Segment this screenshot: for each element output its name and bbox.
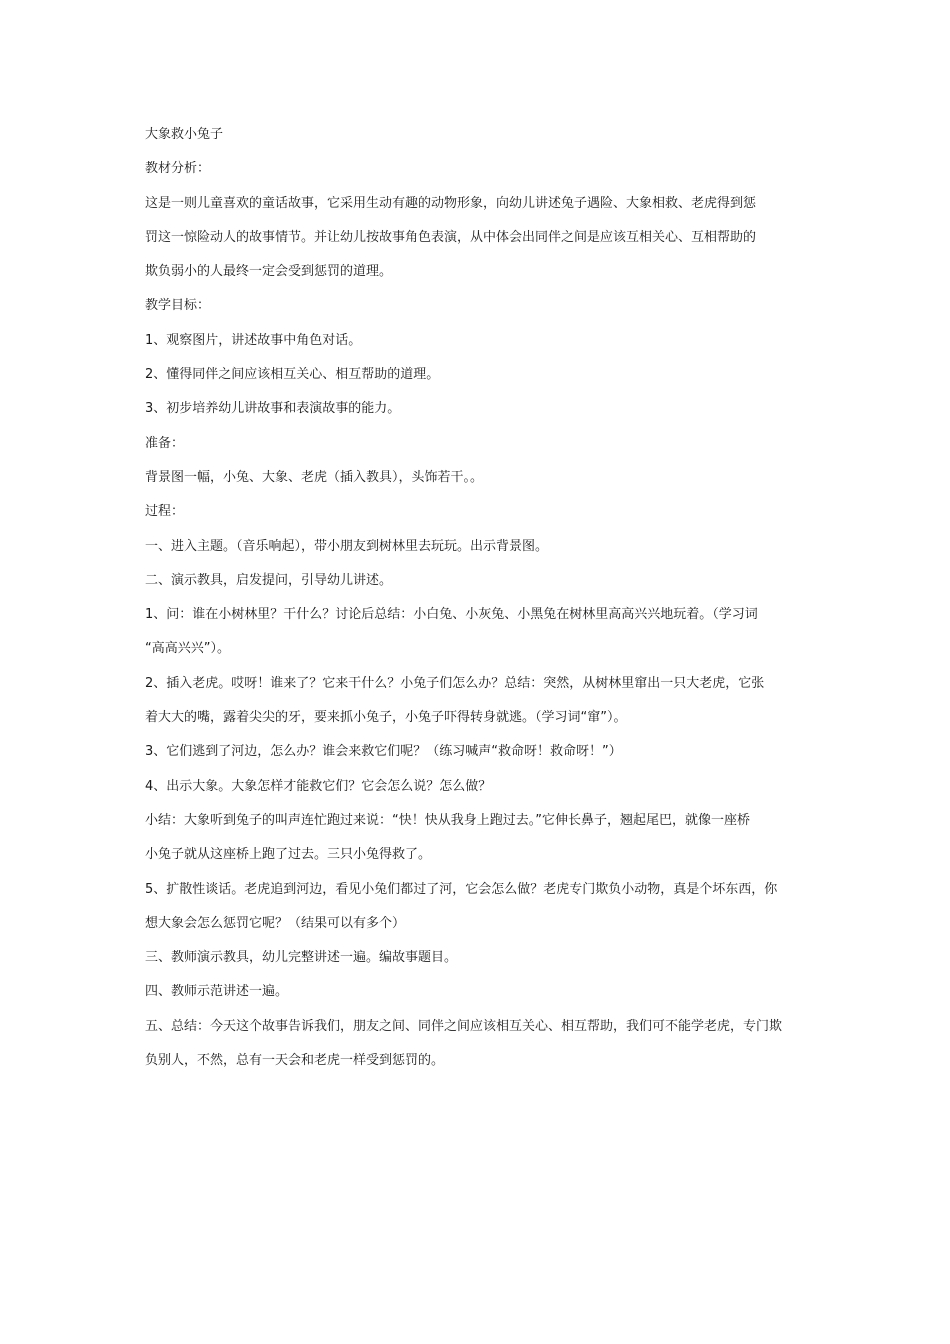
goal-item: 1、观察图片，讲述故事中角色对话。 <box>145 332 362 348</box>
process-heading: 过程： <box>145 504 185 520</box>
analysis-line: 罚这一惊险动人的故事情节。并让幼儿按故事角色表演，从中体会出同伴之间是应该互相关心、互相帮助的 <box>145 229 757 245</box>
question-line: “高高兴兴”）。 <box>145 641 230 657</box>
process-step: 一、进入主题。（音乐响起），带小朋友到树林里去玩玩。出示背景图。 <box>145 538 549 554</box>
prep-text: 背景图一幅，小兔、大象、老虎（插入教具），头饰若干。。 <box>145 469 484 485</box>
question-1 <box>145 605 810 674</box>
question-2 <box>145 674 810 743</box>
question-5 <box>145 880 810 949</box>
document-title: 大象救小兔子 <box>145 127 224 142</box>
question-line: 1、问：谁在小树林里？干什么？讨论后总结：小白兔、小灰兔、小黑兔在树林里高高兴兴地玩着。（学习词 <box>145 607 758 623</box>
process-step: 三、教师演示教具，幼儿完整讲述一遍。编故事题目。 <box>145 950 458 966</box>
prep-heading: 准备： <box>145 435 185 451</box>
analysis-line: 欺负弱小的人最终一定会受到惩罚的道理。 <box>145 264 393 280</box>
goals-heading: 教学目标： <box>145 298 211 314</box>
summary-line: 小兔子就从这座桥上跑了过去。三只小兔得救了。 <box>145 847 432 863</box>
analysis-heading: 教材分析： <box>145 161 211 177</box>
process-step: 二、演示教具，启发提问，引导幼儿讲述。 <box>145 572 393 588</box>
goal-item: 3、初步培养幼儿讲故事和表演故事的能力。 <box>145 401 401 417</box>
question-4: 4、出示大象。大象怎样才能救它们？它会怎么说？怎么做？ <box>145 778 492 794</box>
conclusion-line: 负别人，不然，总有一天会和老虎一样受到惩罚的。 <box>145 1053 445 1069</box>
question-line: 着大大的嘴，露着尖尖的牙，要来抓小兔子，小兔子吓得转身就逃。（学习词“窜”）。 <box>145 710 627 726</box>
conclusion-line: 五、总结：今天这个故事告诉我们，朋友之间、同伴之间应该相互关心、相互帮助，我们可不能学老虎，专门欺 <box>145 1018 783 1034</box>
conclusion-paragraph <box>145 1017 810 1086</box>
question-3: 3、它们逃到了河边，怎么办？谁会来救它们呢？（练习喊声“救命呀！救命呀！”） <box>145 744 622 760</box>
summary-paragraph <box>145 811 810 880</box>
process-step: 四、教师示范讲述一遍。 <box>145 984 289 1000</box>
goal-item: 2、懂得同伴之间应该相互关心、相互帮助的道理。 <box>145 367 440 383</box>
question-line: 2、插入老虎。哎呀！谁来了？它来干什么？小兔子们怎么办？总结：突然，从树林里窜出一只大老虎，它张 <box>145 675 765 691</box>
question-line: 想大象会怎么惩罚它呢？（结果可以有多个） <box>145 915 406 931</box>
document-body <box>145 125 810 1085</box>
analysis-line: 这是一则儿童喜欢的童话故事，它采用生动有趣的动物形象，向幼儿讲述兔子遇险、大象相救、老虎得到惩 <box>145 195 757 211</box>
summary-line: 小结：大象听到兔子的叫声连忙跑过来说：“快！快从我身上跑过去。”它伸长鼻子，翘起尾巴，就像一座桥 <box>145 812 750 828</box>
analysis-paragraph <box>145 194 810 297</box>
question-line: 5、扩散性谈话。老虎追到河边，看见小兔们都过了河，它会怎么做？老虎专门欺负小动物，真是个坏东西，你 <box>145 881 778 897</box>
